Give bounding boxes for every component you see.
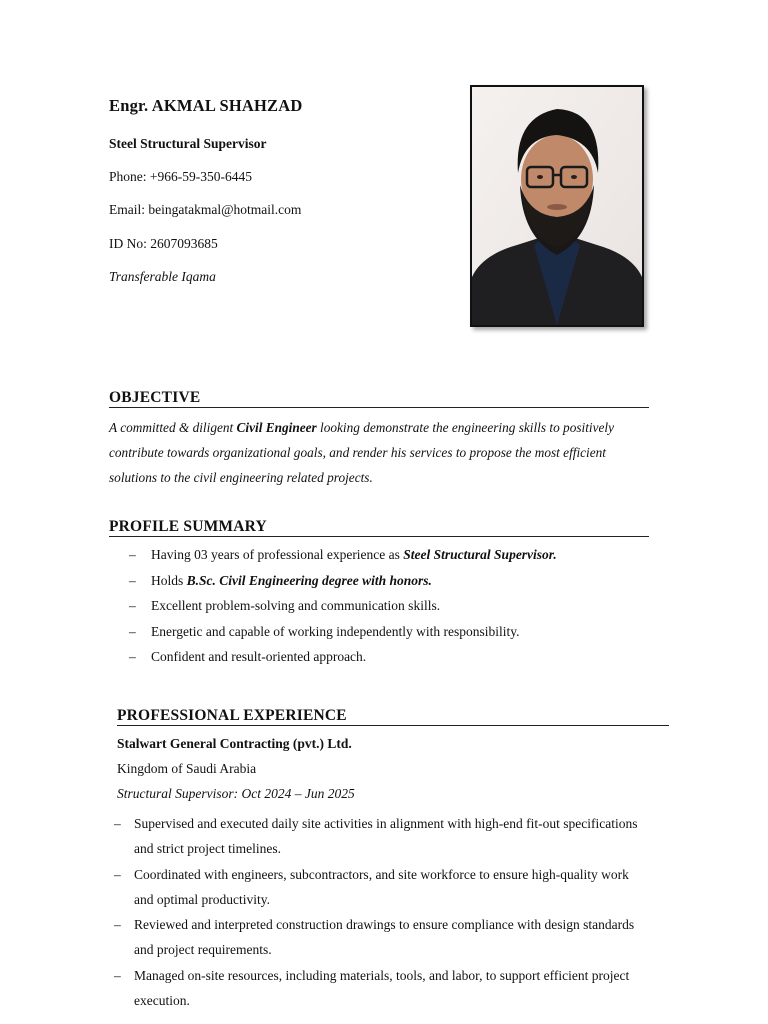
objective-heading: OBJECTIVE bbox=[109, 389, 649, 408]
profile-photo bbox=[470, 85, 644, 327]
dash-bullet: – bbox=[129, 649, 136, 664]
experience-bullets bbox=[114, 811, 677, 1013]
role-dates: Structural Supervisor: Oct 2024 – Jun 2025 bbox=[117, 786, 355, 801]
experience-item-line1: Coordinated with engineers, subcontractors, and site workforce to ensure high-quality work bbox=[134, 866, 629, 882]
experience-item bbox=[114, 862, 677, 913]
dash-bullet: – bbox=[129, 572, 136, 588]
summary-item bbox=[109, 547, 669, 573]
summary-item bbox=[109, 624, 669, 650]
summary-text: Excellent problem-solving and communication skills. bbox=[151, 598, 441, 613]
dash-bullet: – bbox=[114, 967, 121, 983]
dash-bullet: – bbox=[114, 866, 121, 882]
iqama-line: Transferable Iqama bbox=[109, 269, 216, 284]
experience-item bbox=[114, 963, 677, 1014]
phone-line: Phone: +966-59-350-6445 bbox=[109, 169, 252, 184]
summary-bold: B.Sc. Civil Engineering degree with honors. bbox=[186, 572, 432, 588]
dash-bullet: – bbox=[129, 598, 136, 613]
objective-text bbox=[109, 415, 654, 490]
dash-bullet: – bbox=[129, 623, 136, 639]
experience-item-line1: Managed on-site resources, including materials, tools, and labor, to support efficient project bbox=[134, 967, 630, 983]
job-title: Steel Structural Supervisor bbox=[109, 136, 267, 151]
experience-item-line1: Reviewed and interpreted construction drawings to ensure compliance with design standards bbox=[134, 917, 635, 933]
summary-text: Having 03 years of professional experience as bbox=[151, 547, 404, 562]
profile-summary-heading: PROFILE SUMMARY bbox=[109, 518, 649, 537]
objective-text-part1: A committed & diligent bbox=[109, 420, 237, 435]
experience-item-line2: execution. bbox=[134, 993, 190, 1009]
id-line: ID No: 2607093685 bbox=[109, 236, 218, 251]
experience-heading: PROFESSIONAL EXPERIENCE bbox=[117, 707, 669, 726]
summary-text: Confident and result-oriented approach. bbox=[151, 649, 367, 664]
experience-item bbox=[114, 811, 677, 862]
company-location: Kingdom of Saudi Arabia bbox=[117, 761, 257, 776]
email-line: Email: beingatakmal@hotmail.com bbox=[109, 202, 302, 217]
summary-item bbox=[109, 598, 669, 624]
experience-item-line2: and project requirements. bbox=[134, 942, 272, 958]
summary-item bbox=[109, 573, 669, 599]
summary-item bbox=[109, 649, 669, 675]
experience-item-line2: and strict project timelines. bbox=[134, 841, 281, 857]
experience-item bbox=[114, 912, 677, 963]
summary-text: Energetic and capable of working independently with responsibility. bbox=[151, 623, 520, 639]
profile-summary-list bbox=[109, 547, 669, 675]
summary-text: Holds bbox=[151, 572, 187, 588]
objective-text-bold: Civil Engineer bbox=[236, 420, 317, 435]
dash-bullet: – bbox=[129, 547, 136, 562]
objective-text-part2: looking demonstrate the engineering skills to positively contribute towards organizational goals, and render his services to propose the most efficient solutions to the civil engineering related projects. bbox=[109, 420, 614, 485]
dash-bullet: – bbox=[114, 816, 121, 831]
company-name: Stalwart General Contracting (pvt.) Ltd. bbox=[117, 736, 352, 751]
experience-item-line2: and optimal productivity. bbox=[134, 891, 270, 907]
portrait-illustration bbox=[472, 87, 642, 325]
candidate-name: Engr. AKMAL SHAHZAD bbox=[109, 96, 303, 115]
summary-bold: Steel Structural Supervisor. bbox=[403, 547, 557, 562]
experience-item-line1: Supervised and executed daily site activities in alignment with high-end fit-out specifications bbox=[134, 816, 638, 831]
dash-bullet: – bbox=[114, 917, 121, 933]
